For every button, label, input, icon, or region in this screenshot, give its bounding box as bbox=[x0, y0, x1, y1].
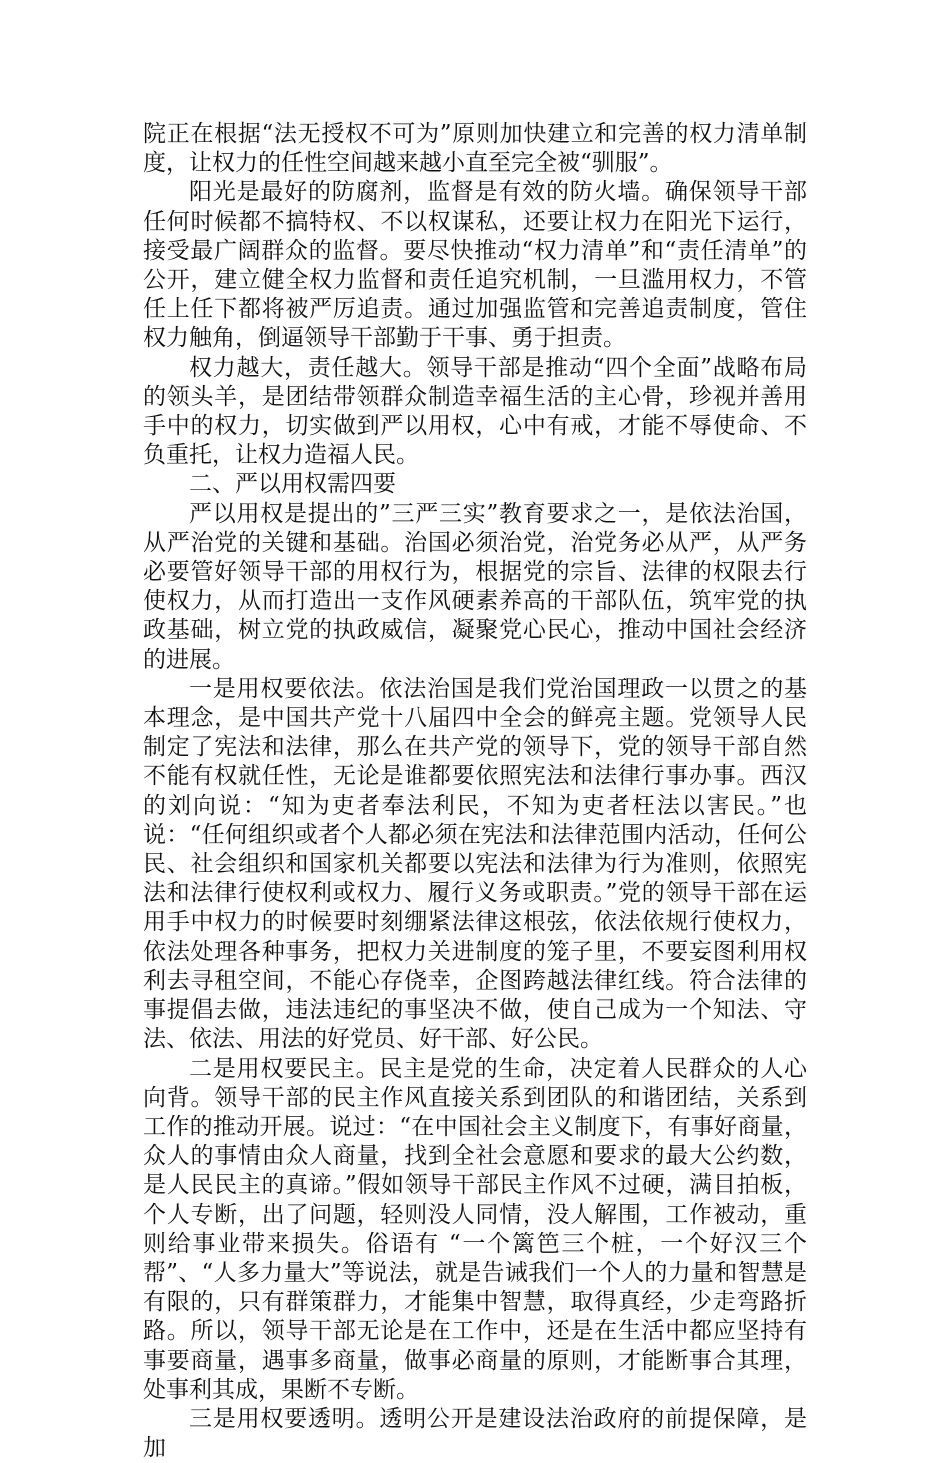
document-page bbox=[143, 120, 807, 1463]
paragraph-power-responsibility: 权力越大，责任越大。领导干部是推动“四个全面”战略布局的领头羊，是团结带领群众制造幸福生活的主心骨，珍视并善用手中的权力，切实做到严以用权，心中有戒，才能不辱使命、不负重托，让权力造福人民。 bbox=[143, 354, 807, 469]
paragraph-continuation: 院正在根据“法无授权不可为”原则加快建立和完善的权力清单制度，让权力的任性空间越来越小直至完全被“驯服”。 bbox=[143, 121, 807, 177]
paragraph-use-power-by-law: 一是用权要依法。依法治国是我们党治国理政一以贯之的基本理念，是中国共产党十八届四中全会的鲜亮主题。党领导人民制定了宪法和法律，那么在共产党的领导下，党的领导干部自然不能有权就任性，无论是谁都要依照宪法和法律行事办事。西汉的刘向说：“知为吏者奉法利民，不知为吏者枉法以害民。”也说：“任何组织或者个人都必须在宪法和法律范围内活动，任何公民、社会组织和国家机关都要以宪法和法律为行为准则，依照宪法和法律行使权利或权力、履行义务或职责。”党的领导干部在运用手中权力的时候要时刻绷紧法律这根弦，依法依规行使权力，依法处理各种事务，把权力关进制度的笼子里，不要妄图利用权利去寻租空间，不能心存侥幸，企图跨越法律红线。符合法律的事提倡去做，违法违纪的事坚决不做，使自己成为一个知法、守法、依法、用法的好党员、好干部、好公民。 bbox=[143, 675, 807, 1053]
section-heading: 二、严以用权需四要 bbox=[189, 471, 396, 498]
paragraph-strict-use-of-power: 严以用权是提出的”三严三实”教育要求之一，是依法治国，从严治党的关键和基础。治国必须治党，治党务必从严，从严务必要管好领导干部的用权行为，根据党的宗旨、法律的权限去行使权力，从而打造出一支作风硬素养高的干部队伍，筑牢党的执政基础，树立党的执政威信，凝聚党心民心，推动中国社会经济的进展。 bbox=[143, 500, 807, 673]
paragraph-sunshine-supervision: 阳光是最好的防腐剂，监督是有效的防火墙。确保领导干部任何时候都不搞特权、不以权谋私，还要让权力在阳光下运行，接受最广阔群众的监督。要尽快推动“权力清单”和“责任清单”的公开，建立健全权力监督和责任追究机制，一旦滥用权力，不管任上任下都将被严厉追责。通过加强监管和完善追责制度，管住权力触角，倒逼领导干部勤于干事、勇于担责。 bbox=[143, 179, 807, 352]
paragraph-use-power-democratically: 二是用权要民主。民主是党的生命，决定着人民群众的人心向背。领导干部的民主作风直接关系到团队的和谐团结，关系到工作的推动开展。说过：“在中国社会主义制度下，有事好商量，众人的事情由众人商量，找到全社会意愿和要求的最大公约数，是人民民主的真谛。”假如领导干部民主作风不过硬，满目拍板，个人专断，出了问题，轻则没人同情，没人解围，工作被动，重则给事业带来损失。俗语有 “一个篱笆三个桩，一个好汉三个帮”、“人多力量大”等说法，就是告诫我们一个人的力量和智慧是有限的，只有群策群力，才能集中智慧，取得真经，少走弯路折路。所以，领导干部无论是在工作中，还是在生活中都应坚持有事要商量，遇事多商量，做事必商量的原则，才能断事合其理，处事利其成，果断不专断。 bbox=[143, 1055, 807, 1403]
paragraph-use-power-transparently: 三是用权要透明。透明公开是建设法治政府的前提保障，是加 bbox=[143, 1405, 807, 1462]
